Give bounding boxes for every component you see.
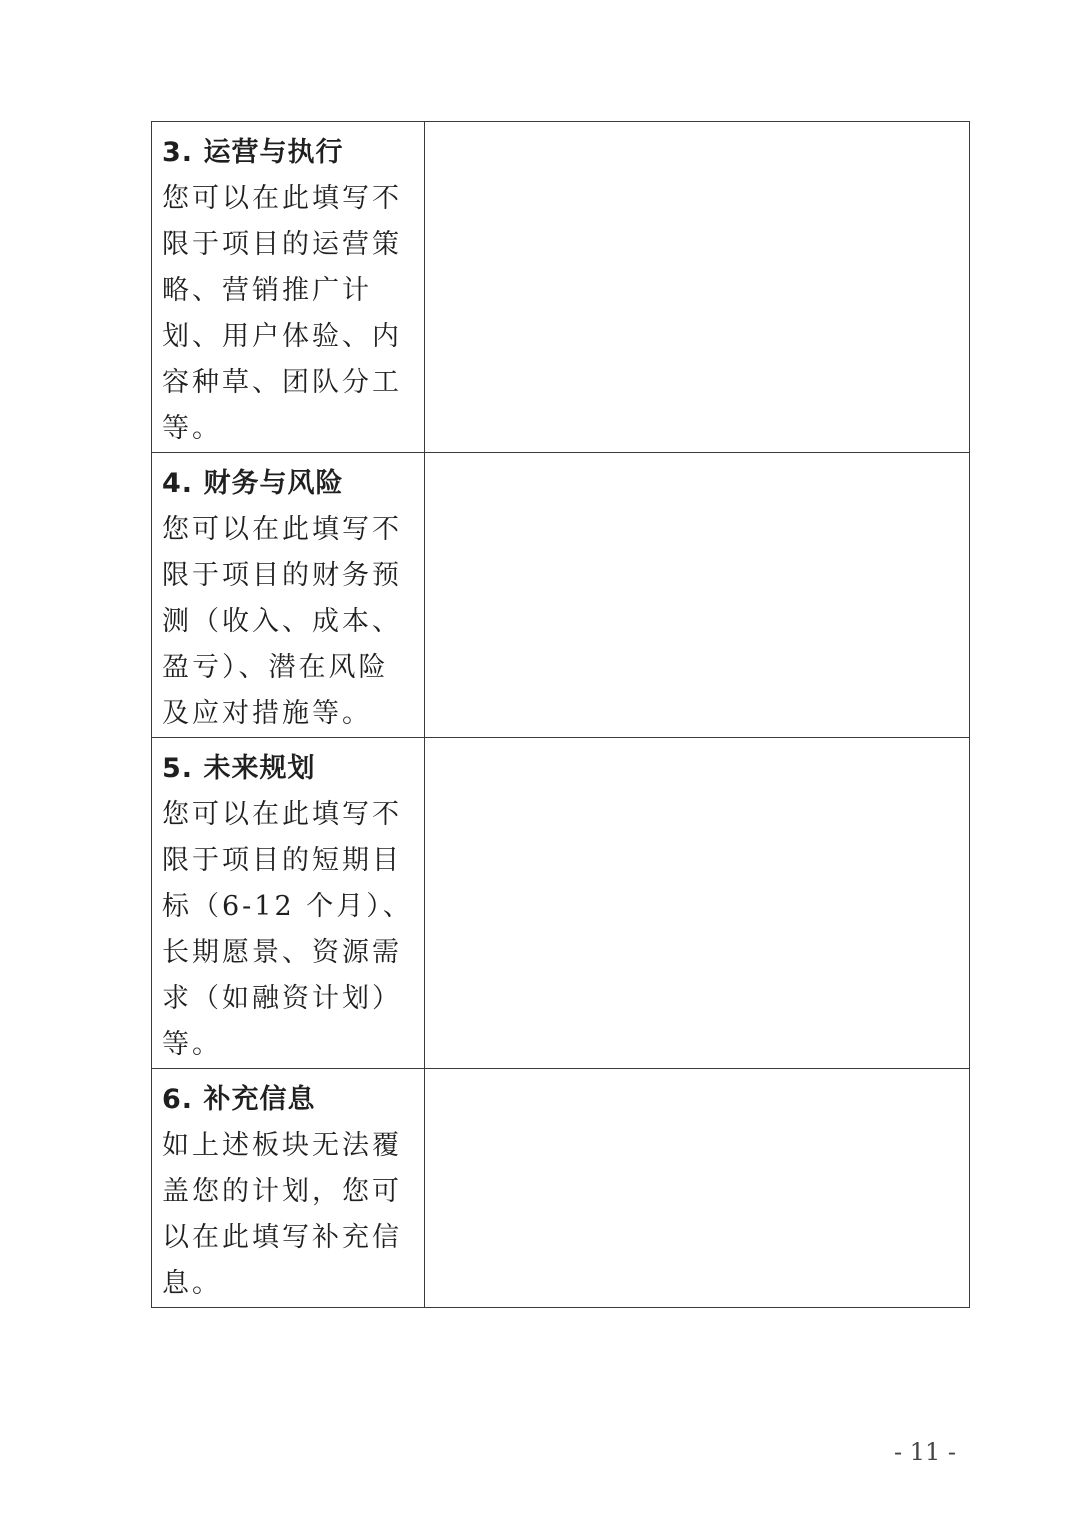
section-description-finance: 您可以在此填写不限于项目的财务预测（收入、成本、盈亏）、潜在风险及应对措施等。 [162, 514, 402, 729]
table-row-operations [152, 122, 970, 453]
section-title-supplement: 6. 补充信息 [162, 1084, 316, 1115]
section-title-finance: 4. 财务与风险 [162, 468, 344, 499]
section-description-operations: 您可以在此填写不限于项目的运营策略、营销推广计划、用户体验、内容种草、团队分工等。 [162, 183, 402, 444]
answer-cell-operations[interactable] [425, 122, 970, 453]
section-title-future-plan: 5. 未来规划 [162, 753, 316, 784]
answer-cell-finance[interactable] [425, 453, 970, 738]
plan-form-table [151, 121, 970, 1308]
table-row-finance [152, 453, 970, 738]
section-label-cell [152, 122, 425, 453]
table-row-supplement [152, 1069, 970, 1308]
section-label-cell [152, 738, 425, 1069]
answer-cell-supplement[interactable] [425, 1069, 970, 1308]
table-row-future-plan [152, 738, 970, 1069]
section-description-supplement: 如上述板块无法覆盖您的计划，您可以在此填写补充信息。 [162, 1130, 402, 1299]
answer-cell-future-plan[interactable] [425, 738, 970, 1069]
section-label-cell [152, 453, 425, 738]
page-number: - 11 - [893, 1438, 956, 1466]
section-title-operations: 3. 运营与执行 [162, 137, 344, 168]
section-label-cell [152, 1069, 425, 1308]
section-description-future-plan: 您可以在此填写不限于项目的短期目标（6-12 个月）、长期愿景、资源需求（如融资计划）等。 [162, 799, 413, 1060]
